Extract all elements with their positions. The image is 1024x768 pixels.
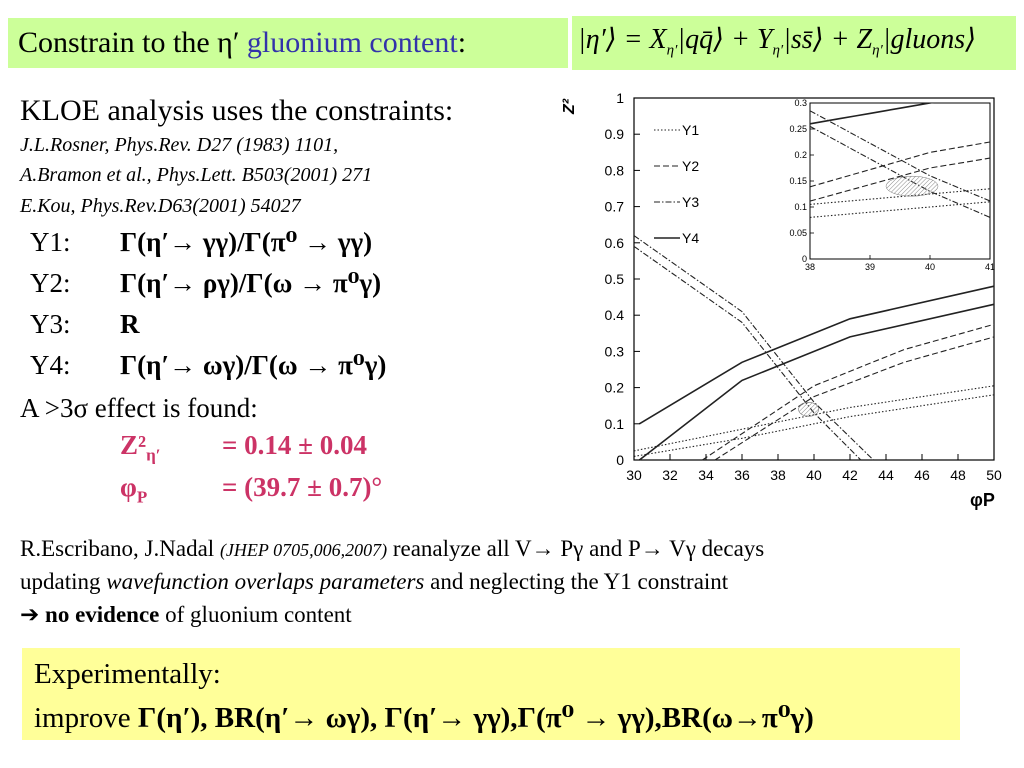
- result-z2-letter: Z²: [120, 430, 147, 460]
- constraint-expr-y2: Γ(η′→ ργ)/Γ(ω → π⁰γ): [120, 268, 382, 298]
- formula-sub-3: η′: [872, 42, 883, 59]
- constraint-label-y1: Y1:: [30, 227, 71, 257]
- y-tick-label: 0.3: [604, 343, 624, 360]
- constraint-label-y2: Y2:: [30, 268, 71, 298]
- title-prefix: Constrain to the η′: [18, 26, 247, 59]
- reanalysis-line-2: [20, 569, 728, 595]
- improve-quantities: Γ(η′), BR(η′→ ωγ), Γ(η′→ γγ),Γ(π⁰ → γγ),BR(ω→π⁰γ): [137, 702, 814, 734]
- chart-legend: [654, 122, 699, 246]
- title-highlight: gluonium content: [246, 26, 458, 59]
- y-tick-label: 0.6: [604, 234, 624, 251]
- improve-prefix: improve: [34, 702, 138, 734]
- legend-label-y4: Y4: [682, 230, 700, 246]
- reanalysis-line-3: [20, 602, 352, 628]
- inset-y-tick-label: 0.05: [789, 228, 807, 238]
- inset-curve-y4-2: [810, 67, 990, 98]
- reanalysis-line1-text: reanalyze all V→ Pγ and P→ Vγ decays: [387, 536, 765, 561]
- inset-y-tick-label: 0.1: [794, 202, 807, 212]
- legend-label-y2: Y2: [682, 158, 700, 174]
- slide-title: [18, 26, 466, 60]
- x-tick-label: 50: [986, 467, 1002, 483]
- wavefunction-formula: [578, 22, 976, 60]
- title-suffix: :: [457, 26, 467, 59]
- inset-x-tick-label: 39: [864, 262, 876, 272]
- inset-x-tick-label: 38: [804, 262, 816, 272]
- formula-end: |gluons⟩: [882, 24, 977, 55]
- x-tick-label: 36: [734, 467, 750, 483]
- reanalysis-line3-text: of gluonium content: [159, 602, 352, 627]
- effect-statement: A >3σ effect is found:: [20, 393, 258, 423]
- kloe-heading: KLOE analysis uses the constraints:: [20, 94, 454, 127]
- y-tick-label: 0.7: [604, 198, 624, 215]
- inset-y-tick-label: 0: [801, 254, 807, 264]
- legend-label-y3: Y3: [682, 194, 700, 210]
- y-axis-label: Z²: [561, 98, 578, 114]
- y-tick-label: 0.2: [604, 379, 624, 396]
- allowed-region: [799, 402, 819, 416]
- constraint-expr-y1: Γ(η′→ γγ)/Γ(π⁰ → γγ): [120, 227, 373, 257]
- result-phi-letter: φ: [120, 472, 137, 502]
- inset-allowed-region: [886, 176, 938, 196]
- formula-sub-1: η′: [666, 42, 678, 59]
- result-z2-sub: η′: [146, 445, 161, 465]
- z2-phi-chart: [561, 88, 1012, 518]
- result-z2-value: = 0.14 ± 0.04: [222, 430, 367, 460]
- reanalysis-journal: (JHEP 0705,006,2007): [219, 540, 388, 560]
- formula-mid-2: |ss̄⟩ + Z: [783, 24, 873, 55]
- arrow-right-icon: ➔: [20, 602, 40, 627]
- x-tick-label: 46: [914, 467, 930, 483]
- y-tick-label: 1: [616, 90, 624, 106]
- y-tick-label: 0: [616, 452, 624, 468]
- curve-y4-2: [639, 286, 994, 424]
- constraint-label-y3: Y3:: [30, 309, 71, 339]
- x-axis-ticks: [626, 454, 1002, 483]
- y-tick-label: 0.9: [604, 126, 624, 143]
- result-phi-symbol: [120, 472, 147, 507]
- x-tick-label: 44: [878, 467, 894, 483]
- inset-y-tick-label: 0.15: [789, 176, 807, 186]
- y-axis-ticks: [605, 90, 640, 468]
- no-evidence-text: no evidence: [45, 602, 160, 627]
- constraint-label-y4: Y4:: [30, 350, 71, 380]
- y-tick-label: 0.8: [604, 162, 624, 179]
- formula-sub-2: η′: [772, 42, 784, 59]
- x-tick-label: 42: [842, 467, 858, 483]
- experimental-improve: [34, 700, 814, 735]
- curve-y4-1: [639, 304, 994, 460]
- x-tick-label: 30: [626, 467, 642, 483]
- x-axis-label: φP: [970, 490, 995, 510]
- reference-3: E.Kou, Phys.Rev.D63(2001) 54027: [20, 195, 301, 217]
- result-phi-value: = (39.7 ± 0.7)°: [222, 472, 383, 502]
- reference-1: J.L.Rosner, Phys.Rev. D27 (1983) 1101,: [20, 134, 339, 156]
- y-tick-label: 0.1: [604, 415, 624, 432]
- result-phi-sub: P: [136, 487, 148, 507]
- reanalysis-line2-italic: wavefunction overlaps parameters: [106, 569, 425, 594]
- experimental-heading: Experimentally:: [34, 658, 221, 690]
- result-z2-symbol: [120, 430, 161, 465]
- inset-y-tick-label: 0.25: [789, 124, 807, 134]
- constraint-expr-y3: R: [120, 309, 140, 339]
- x-tick-label: 34: [698, 467, 714, 483]
- x-tick-label: 40: [806, 467, 822, 483]
- reanalysis-line2-a: updating: [20, 569, 107, 594]
- inset-x-tick-label: 40: [924, 262, 936, 272]
- formula-mid-1: |qq̄⟩ + Y: [677, 24, 773, 55]
- x-tick-label: 48: [950, 467, 966, 483]
- curve-y3-2: [634, 236, 876, 460]
- x-tick-label: 38: [770, 467, 786, 483]
- inset-x-tick-label: 41: [984, 262, 996, 272]
- y-tick-label: 0.4: [604, 307, 624, 324]
- formula-lhs: |η′⟩ = X: [578, 24, 667, 55]
- inset-y-tick-label: 0.3: [794, 98, 807, 108]
- inset-y-tick-label: 0.2: [794, 150, 807, 160]
- legend-label-y1: Y1: [682, 122, 700, 138]
- reference-2: A.Bramon et al., Phys.Lett. B503(2001) 271: [20, 164, 373, 186]
- reanalysis-line-1: [20, 536, 764, 562]
- constraint-expr-y4: Γ(η′→ ωγ)/Γ(ω → π⁰γ): [120, 350, 387, 380]
- y-tick-label: 0.5: [604, 271, 624, 287]
- reanalysis-line2-b: and neglecting the Y1 constraint: [424, 569, 729, 594]
- reanalysis-authors: R.Escribano, J.Nadal: [20, 536, 220, 561]
- x-tick-label: 32: [662, 467, 678, 483]
